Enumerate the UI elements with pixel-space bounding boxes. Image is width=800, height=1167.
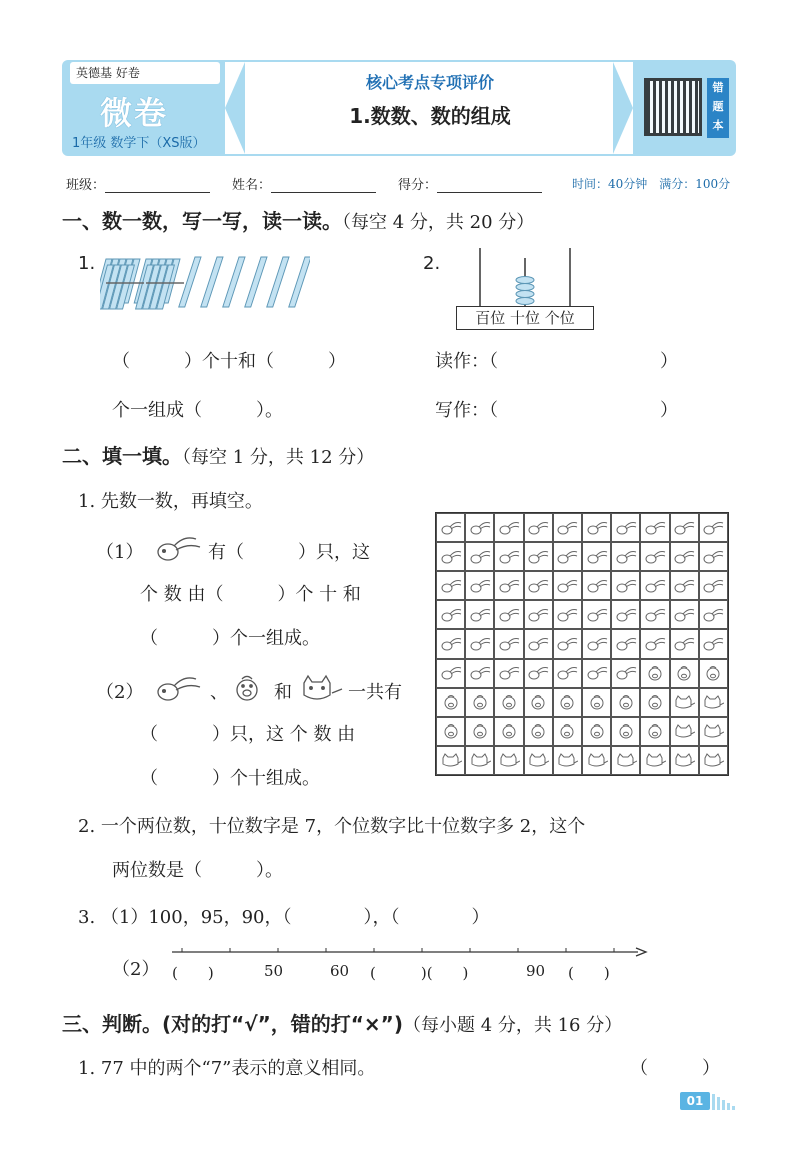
conjunction-text: 和 [274, 682, 292, 703]
section-2-heading [62, 440, 374, 469]
rabbit-icon [553, 600, 582, 629]
wrong-book-badge [707, 78, 729, 138]
rabbit-icon [670, 629, 699, 658]
score-label: 得分： [398, 178, 438, 193]
rabbit-icon [582, 629, 611, 658]
sec1-line2-right[interactable]: 写作：（ ） [435, 400, 678, 421]
cat-icon [494, 746, 523, 775]
wrong-book-char: 题 [712, 100, 724, 113]
wrong-book-char: 本 [712, 119, 724, 132]
class-label: 班级： [66, 178, 106, 193]
pig-icon [524, 688, 553, 717]
rabbit-icon [465, 513, 494, 542]
section-3-heading [62, 1008, 622, 1037]
rabbit-icon [436, 629, 465, 658]
cat-icon [670, 688, 699, 717]
rabbit-icon [465, 542, 494, 571]
rabbit-icon [524, 542, 553, 571]
rabbit-icon [465, 659, 494, 688]
number-line-label: 50 [264, 962, 284, 980]
section-1-title: 一、数一数，写一写，读一读。 [62, 209, 342, 233]
rabbit-icon [494, 513, 523, 542]
sec2-q3-line1[interactable]: 3. （1）100，95，90，（ ），（ ） [78, 907, 490, 928]
rabbit-icon [582, 513, 611, 542]
rabbit-icon [670, 571, 699, 600]
pig-icon [670, 659, 699, 688]
rabbit-icon [611, 513, 640, 542]
rabbit-icon [494, 629, 523, 658]
page-decoration-icon [712, 1094, 740, 1114]
rabbit-icon [699, 571, 728, 600]
pig-icon [436, 717, 465, 746]
question-number: 2. [423, 253, 441, 274]
rabbit-icon [553, 513, 582, 542]
rabbit-icon [150, 673, 204, 707]
rabbit-icon [465, 600, 494, 629]
section-3-title: 三、判断。(对的打“√”，错的打“×”) [62, 1012, 403, 1036]
rabbit-icon [436, 542, 465, 571]
brand-title: 微卷 [100, 94, 169, 132]
cat-icon [670, 746, 699, 775]
rabbit-icon [553, 542, 582, 571]
pig-icon [524, 717, 553, 746]
section-2-note: （每空 1 分，共 12 分） [182, 447, 375, 468]
pig-icon [582, 688, 611, 717]
pig-icon [640, 659, 669, 688]
pig-icon [494, 688, 523, 717]
rabbit-icon [436, 659, 465, 688]
rabbit-icon [670, 600, 699, 629]
sec2-q1b-total-text: 一共有 [348, 682, 402, 703]
rabbit-icon [611, 629, 640, 658]
cat-icon [670, 717, 699, 746]
rabbit-icon [699, 629, 728, 658]
number-line-blank[interactable]: ( ) [568, 964, 610, 982]
pig-icon [465, 688, 494, 717]
rabbit-icon [436, 571, 465, 600]
sec2-q2-line2[interactable]: 两位数是（ ）。 [112, 860, 283, 881]
cat-icon [298, 673, 344, 707]
rabbit-icon [699, 600, 728, 629]
pig-icon [611, 717, 640, 746]
pig-icon [582, 717, 611, 746]
rabbit-icon [150, 533, 204, 567]
rabbit-icon [699, 542, 728, 571]
sec2-q2-line1: 2. 一个两位数，十位数字是 7，个位数字比十位数字多 2，这个 [78, 816, 586, 837]
page-title: 1.数数、数的组成 [349, 104, 511, 128]
page-subtitle: 核心考点专项评价 [365, 73, 494, 92]
pig-icon [553, 717, 582, 746]
number-line-blank[interactable]: ( ) [172, 964, 214, 982]
rabbit-icon [524, 571, 553, 600]
rabbit-icon [494, 659, 523, 688]
chevron-left-decoration-icon [225, 62, 245, 154]
rabbit-icon [494, 600, 523, 629]
sec2-q1a-blank-1[interactable]: 有（ ）只，这 [208, 542, 370, 563]
sec2-q1-text: 1. 先数一数，再填空。 [78, 491, 263, 512]
cat-icon [640, 746, 669, 775]
section-1-note: （每空 4 分，共 20 分） [342, 212, 535, 233]
sec2-q1a-blank-2[interactable]: 个 数 由（ ）个 十 和 [140, 584, 361, 605]
rabbit-icon [670, 513, 699, 542]
sec2-q3-line2-label: （2） [112, 959, 160, 980]
sec2-q1b-label: （2） [96, 682, 144, 703]
rabbit-icon [436, 600, 465, 629]
rabbit-icon [640, 513, 669, 542]
counting-sticks-image [100, 255, 310, 311]
score-field[interactable] [398, 174, 542, 193]
number-line-blank[interactable]: ( )( ) [370, 964, 469, 982]
rabbit-icon [611, 571, 640, 600]
rabbit-icon [524, 513, 553, 542]
rabbit-icon [640, 600, 669, 629]
cat-icon [699, 746, 728, 775]
sec1-line2-left[interactable]: 个一组成（ ）。 [112, 400, 283, 421]
rabbit-icon [524, 659, 553, 688]
name-label: 姓名： [232, 178, 272, 193]
pig-icon [699, 659, 728, 688]
rabbit-icon [524, 600, 553, 629]
sec1-line1-right[interactable]: 读作：（ ） [435, 351, 678, 372]
rabbit-icon [524, 629, 553, 658]
cat-icon [436, 746, 465, 775]
number-line-axis-icon [170, 946, 650, 960]
rabbit-icon [465, 571, 494, 600]
rabbit-icon [494, 571, 523, 600]
section-2-title: 二、填一填。 [62, 444, 182, 468]
rabbit-icon [582, 600, 611, 629]
cat-icon [699, 717, 728, 746]
pig-icon [232, 673, 262, 707]
rabbit-icon [465, 629, 494, 658]
wrong-book-char: 错 [712, 81, 724, 94]
pig-icon [494, 717, 523, 746]
number-line-label: 60 [330, 962, 350, 980]
sec2-q1b-blank-2[interactable]: （ ）个十组成。 [140, 768, 320, 789]
sticks-icon [100, 255, 310, 311]
rabbit-icon [553, 571, 582, 600]
sec2-q1a-label: （1） [96, 542, 144, 563]
class-field[interactable] [66, 174, 210, 193]
enum-separator: 、 [210, 682, 228, 703]
rabbit-icon [611, 659, 640, 688]
pig-icon [640, 688, 669, 717]
number-line-label: 90 [526, 962, 546, 980]
cat-icon [582, 746, 611, 775]
pig-icon [465, 717, 494, 746]
sec3-q1-answer-blank[interactable]: （ ） [630, 1058, 720, 1079]
rabbit-icon [582, 659, 611, 688]
rabbit-icon [699, 513, 728, 542]
rabbit-icon [670, 542, 699, 571]
name-field[interactable] [232, 174, 376, 193]
question-number: 1. [78, 253, 96, 274]
pig-icon [640, 717, 669, 746]
sec2-q1a-blank-3[interactable]: （ ）个一组成。 [140, 628, 320, 649]
cat-icon [465, 746, 494, 775]
pig-icon [436, 688, 465, 717]
rabbit-icon [553, 629, 582, 658]
rabbit-icon [582, 571, 611, 600]
grade-label: 1年级 数学下（XS版） [72, 136, 206, 151]
cat-icon [524, 746, 553, 775]
rabbit-icon [640, 571, 669, 600]
animal-counting-grid [435, 512, 729, 776]
sec2-q1b-blank-1[interactable]: （ ）只，这 个 数 由 [140, 724, 356, 745]
time-score-info: 时间：40分钟 满分：100分 [572, 177, 731, 191]
chevron-right-decoration-icon [613, 62, 633, 154]
rabbit-icon [436, 513, 465, 542]
sec3-q1-text: 1. 77 中的两个“7”表示的意义相同。 [78, 1058, 376, 1079]
rabbit-icon [553, 659, 582, 688]
abacus-icon [455, 248, 595, 308]
rabbit-icon [611, 600, 640, 629]
rabbit-icon [640, 629, 669, 658]
page-number: 01 [680, 1092, 710, 1110]
rabbit-icon [640, 542, 669, 571]
rabbit-icon [494, 542, 523, 571]
cat-icon [611, 746, 640, 775]
section-3-note: （每小题 4 分，共 16 分） [402, 1015, 623, 1036]
section-1-heading [62, 205, 534, 234]
rabbit-icon [582, 542, 611, 571]
cat-icon [699, 688, 728, 717]
qr-code-icon[interactable] [644, 78, 702, 136]
abacus-place-labels: 百位 十位 个位 [456, 306, 594, 330]
rabbit-icon [611, 542, 640, 571]
pig-icon [553, 688, 582, 717]
publisher-logo: 英德基 好卷 [70, 62, 220, 84]
cat-icon [553, 746, 582, 775]
pig-icon [611, 688, 640, 717]
sec1-line1-left[interactable]: （ ）个十和（ ） [112, 351, 346, 372]
